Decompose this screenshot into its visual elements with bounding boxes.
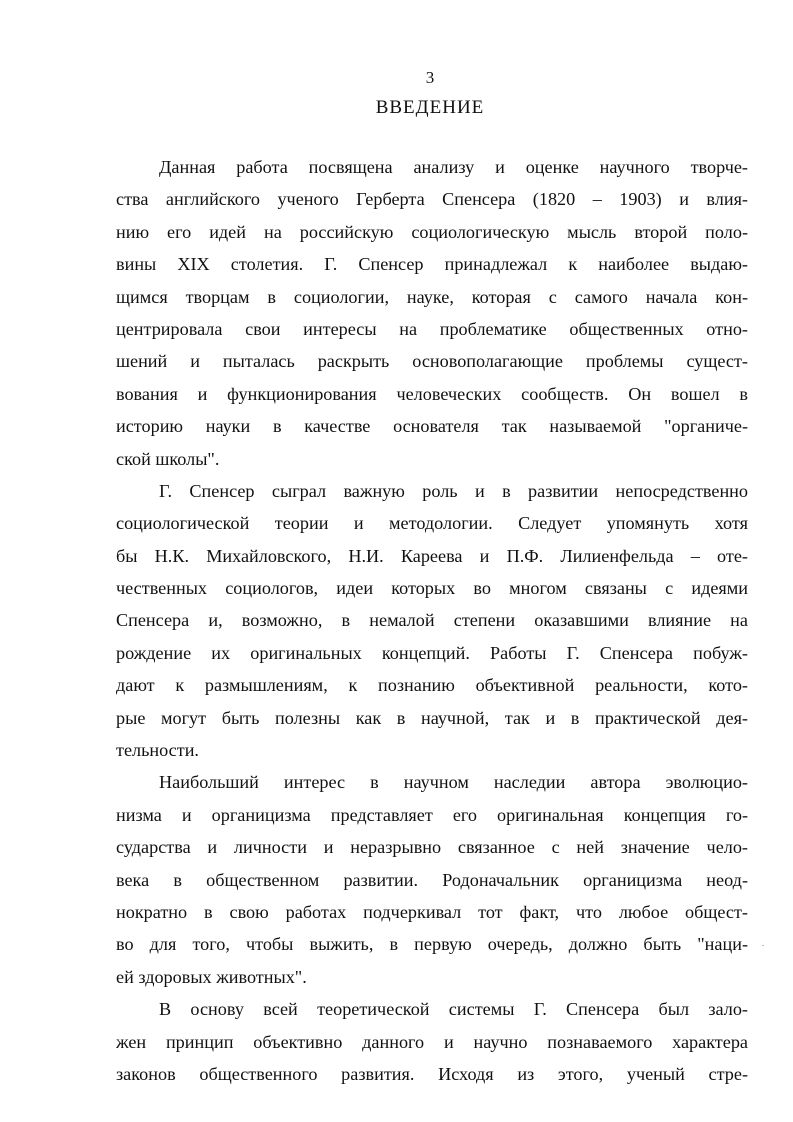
text-line: Спенсера и, возможно, в немалой степени оказавшими влияние на — [116, 610, 748, 631]
text-line: ской школы". — [116, 448, 220, 469]
page-title: ВВЕДЕНИЕ — [375, 97, 485, 118]
text-line: бы Н.К. Михайловского, Н.И. Кареева и П.Ф. Лилиенфельда – оте- — [116, 545, 748, 566]
text-line: нократно в свою работах подчеркивал тот факт, что любое общест- — [116, 901, 748, 922]
text-line: века в общественном развитии. Родоначальник органицизма неод- — [116, 869, 748, 890]
text-line: Наибольший интерес в научном наследии автора эволюцио- — [159, 772, 748, 793]
text-line: историю науки в качестве основателя так называемой "органиче- — [116, 416, 748, 437]
text-line: рые могут быть полезны как в научной, так и в практической дея- — [116, 707, 748, 728]
text-line: ей здоровых животных". — [116, 966, 307, 987]
text-line: Данная работа посвящена анализу и оценке научного творче- — [159, 157, 748, 177]
paragraph-4 — [116, 993, 748, 1090]
text-line: чественных социологов, идеи которых во многом связаны с идеями — [116, 578, 748, 599]
text-line: ства английского ученого Герберта Спенсера (1820 – 1903) и влия- — [116, 189, 748, 210]
paragraph-2 — [116, 475, 748, 767]
text-line: тельности. — [116, 740, 199, 761]
text-line: нию его идей на российскую социологическую мысль второй поло- — [116, 221, 748, 242]
paragraph-1 — [116, 151, 748, 475]
text-line: жен принцип объективно данного и научно познаваемого характера — [116, 1031, 748, 1052]
text-line: щимся творцам в социологии, науке, которая с самого начала кон- — [116, 286, 748, 307]
text-line: вины XIX столетия. Г. Спенсер принадлежал к наиболее выдаю- — [116, 254, 748, 275]
document-body — [116, 151, 748, 1090]
text-line: шений и пыталась раскрыть основополагающие проблемы сущест- — [116, 351, 748, 372]
text-line: низма и органицизма представляет его оригинальная концепция го- — [116, 804, 748, 825]
text-line: во для того, чтобы выжить, в первую очередь, должно быть "наци- — [116, 934, 748, 955]
text-line: вования и функционирования человеческих сообществ. Он вошел в — [116, 383, 748, 404]
text-line: социологической теории и методологии. Следует упомянуть хотя — [116, 513, 748, 534]
page-number: 3 — [425, 68, 435, 87]
text-line: В основу всей теоретической системы Г. Спенсера был зало- — [159, 999, 748, 1020]
text-line: дают к размышлениям, к познанию объективной реальности, кото- — [116, 675, 748, 696]
paragraph-3 — [116, 766, 748, 993]
text-line: сударства и личности и неразрывно связанное с ней значение чело- — [116, 837, 748, 858]
text-line: законов общественного развития. Исходя из этого, ученый стре- — [116, 1063, 748, 1084]
text-line: центрировала свои интересы на проблематике общественных отно- — [116, 318, 748, 339]
scan-speck — [762, 945, 764, 946]
text-line: Г. Спенсер сыграл важную роль и в развитии непосредственно — [159, 480, 748, 501]
text-line: рождение их оригинальных концепций. Работы Г. Спенсера побуж- — [116, 642, 748, 663]
